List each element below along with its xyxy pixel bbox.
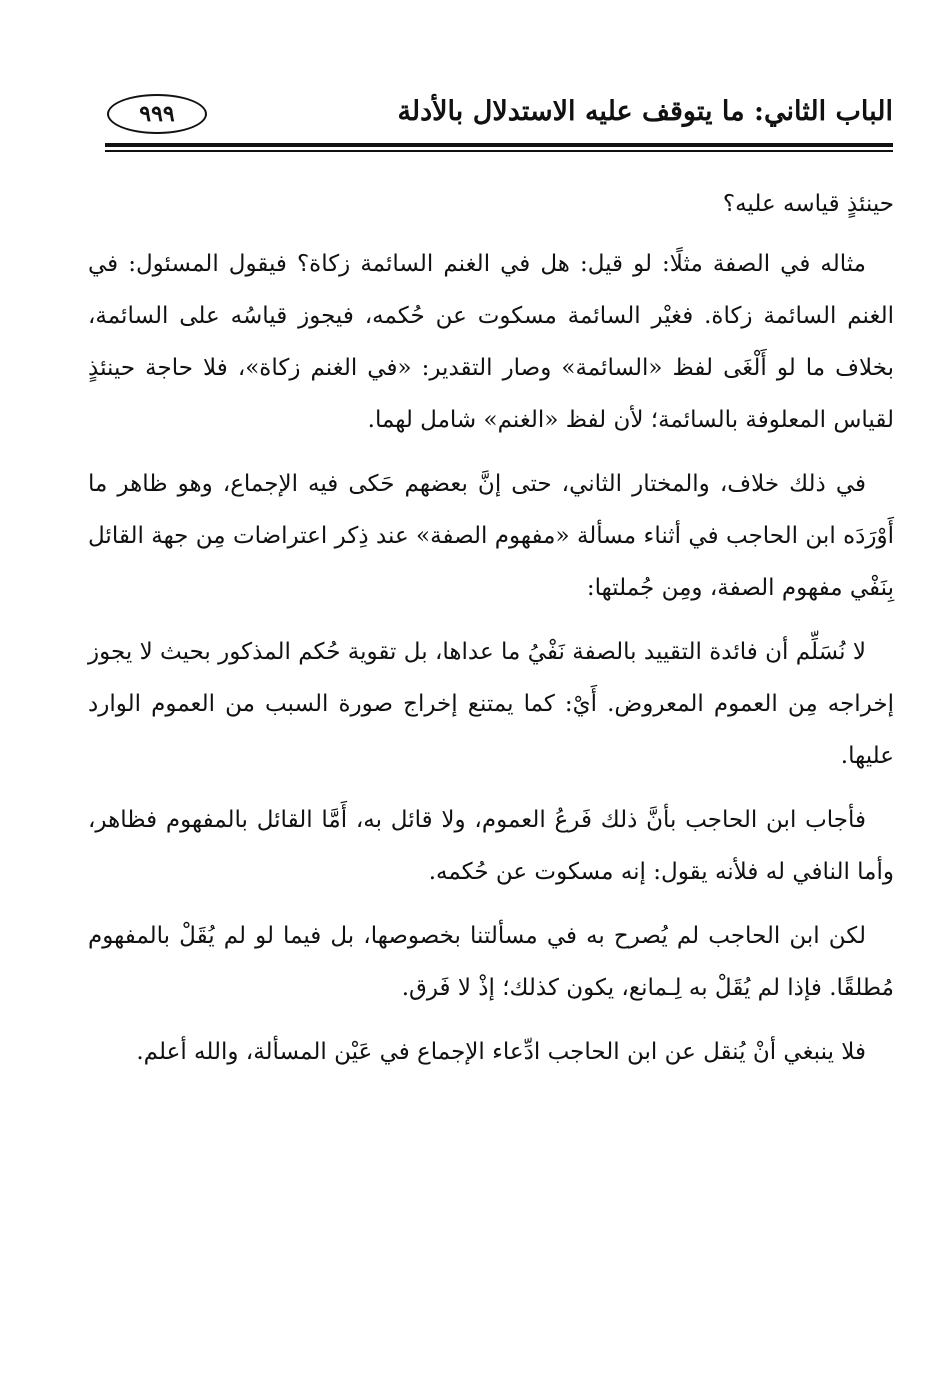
header-rule-thin xyxy=(105,150,893,152)
paragraph: فأجاب ابن الحاجب بأنَّ ذلك فَرعُ العموم، ولا قائل به، أَمَّا القائل بالمفهوم فظاهر، وأما النافي له فلأنه يقول: إنه مسكوت عن حُكمه. xyxy=(88,807,894,885)
paragraph-closing: فلا ينبغي أنْ يُنقل عن ابن الحاجب ادِّعاء الإجماع في عَيْن المسألة، والله أعلم. xyxy=(136,1039,866,1065)
paragraph: في ذلك خلاف، والمختار الثاني، حتى إنَّ بعضهم حَكى فيه الإجماع، وهو ظاهر ما أَوْرَدَه ابن الحاجب في أثناء مسألة «مفهوم الصفة» عند ذِكر اعتراضات مِن جهة القائل بِنَفْي مفهوم الصفة، ومِن جُملتها: xyxy=(88,471,894,601)
page-number: ٩٩٩ xyxy=(107,94,207,134)
paragraph: لكن ابن الحاجب لم يُصرح به في مسألتنا بخصوصها، بل فيما لو لم يُقَلْ بالمفهوم مُطلقًا. فإذا لم يُقَلْ به لِـمانع، يكون كذلك؛ إذْ لا فَرق. xyxy=(88,923,894,1001)
running-title: الباب الثاني: ما يتوقف عليه الاستدلال بالأدلة xyxy=(397,96,893,127)
paragraph: مثاله في الصفة مثلًا: لو قيل: هل في الغنم السائمة زكاة؟ فيقول المسئول: في الغنم السائمة زكاة. فغيْر السائمة مسكوت عن حُكمه، فيجوز قياسُه على السائمة، بخلاف ما لو أَلْغَى لفظ «السائمة» وصار التقدير: «في الغنم زكاة»، فلا حاجة حينئذٍ لقياس المعلوفة بالسائمة؛ لأن لفظ «الغنم» شامل لهما. xyxy=(88,251,895,433)
page-header xyxy=(105,92,893,138)
paragraph-continuation: حينئذٍ قياسه عليه؟ xyxy=(722,191,894,217)
header-rule-thick xyxy=(105,143,893,147)
paragraph: لا نُسَلِّم أن فائدة التقييد بالصفة نَفْيُ ما عداها، بل تقوية حُكم المذكور بحيث لا يجوز إخراجه مِن العموم المعروض. أَيْ: كما يمتنع إخراج صورة السبب من العموم الوارد عليها. xyxy=(88,639,894,769)
body-text xyxy=(88,178,894,1090)
